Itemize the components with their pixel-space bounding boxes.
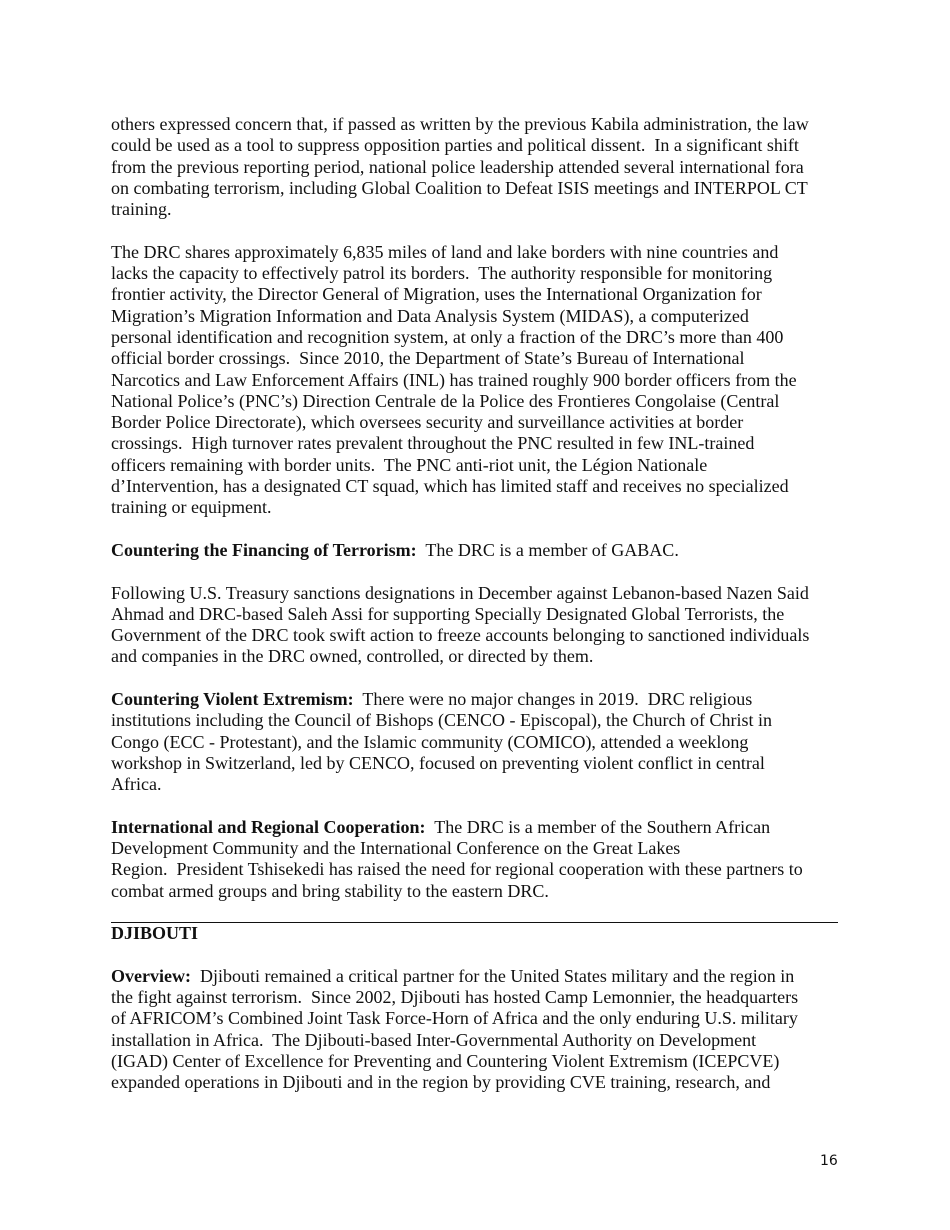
document-body <box>111 114 851 1115</box>
paragraph-lead-heading: Overview: <box>111 965 191 986</box>
paragraph <box>111 689 851 795</box>
line-text: and companies in the DRC owned, controlled, or directed by them. <box>111 646 594 667</box>
text-line <box>111 646 851 667</box>
text-line <box>111 625 851 646</box>
line-text: training or equipment. <box>111 497 272 518</box>
paragraph <box>111 966 851 1094</box>
text-line <box>111 263 851 284</box>
text-line <box>111 881 851 902</box>
text-line <box>111 114 851 135</box>
text-line <box>111 178 851 199</box>
line-text: combat armed groups and bring stability to the eastern DRC. <box>111 880 549 901</box>
text-line <box>111 1072 851 1093</box>
paragraph <box>111 114 851 220</box>
text-line <box>111 391 851 412</box>
line-text: official border crossings. Since 2010, the Department of State’s Bureau of International <box>111 348 745 369</box>
text-line <box>111 348 851 369</box>
text-line <box>111 540 851 561</box>
line-text: officers remaining with border units. The PNC anti-riot unit, the Légion Nationale <box>111 454 708 475</box>
text-line <box>111 966 851 987</box>
text-line <box>111 327 851 348</box>
line-text: of AFRICOM’s Combined Joint Task Force-Horn of Africa and the only enduring U.S. military <box>111 1008 798 1029</box>
text-line <box>111 306 851 327</box>
text-line <box>111 604 851 625</box>
line-text: There were no major changes in 2019. DRC religious <box>353 689 753 710</box>
line-text: Following U.S. Treasury sanctions designations in December against Lebanon-based Nazen Said <box>111 582 809 603</box>
text-line <box>111 157 851 178</box>
line-text: National Police’s (PNC’s) Direction Centrale de la Police des Frontieres Congolaise (Central <box>111 390 780 411</box>
line-text: institutions including the Council of Bishops (CENCO - Episcopal), the Church of Christ in <box>111 710 772 731</box>
line-text: others expressed concern that, if passed as written by the previous Kabila administration, the law <box>111 114 809 134</box>
line-text: the fight against terrorism. Since 2002, Djibouti has hosted Camp Lemonnier, the headquarters <box>111 987 799 1008</box>
text-line <box>111 284 851 305</box>
line-text: Migration’s Migration Information and Data Analysis System (MIDAS), a computerized <box>111 305 749 326</box>
text-line <box>111 710 851 731</box>
page-number: 16 <box>820 1153 838 1169</box>
line-text: lacks the capacity to effectively patrol its borders. The authority responsible for monitoring <box>111 263 773 284</box>
djibouti-section <box>111 966 851 1094</box>
text-line <box>111 859 851 880</box>
text-line <box>111 476 851 497</box>
line-text: Djibouti remained a critical partner for the United States military and the region in <box>190 965 795 986</box>
line-text: Border Police Directorate), which oversees security and surveillance activities at border <box>111 412 744 433</box>
line-text: d’Intervention, has a designated CT squad, which has limited staff and receives no specialized <box>111 476 789 497</box>
paragraph-lead-heading: Countering the Financing of Terrorism: <box>111 539 417 560</box>
line-text: Africa. <box>111 774 162 795</box>
paragraph <box>111 583 851 668</box>
text-line <box>111 455 851 476</box>
line-text: The DRC is a member of the Southern African <box>425 816 771 837</box>
line-text: from the previous reporting period, national police leadership attended several international fora <box>111 156 804 177</box>
paragraph-lead-heading: Countering Violent Extremism: <box>111 689 354 710</box>
line-text: training. <box>111 199 172 220</box>
drc-section <box>111 114 851 902</box>
section-divider <box>111 902 851 923</box>
paragraph <box>111 817 851 902</box>
line-text: Development Community and the International Conference on the Great Lakes <box>111 838 681 859</box>
text-line <box>111 199 851 220</box>
text-line <box>111 732 851 753</box>
text-line <box>111 433 851 454</box>
line-text: crossings. High turnover rates prevalent throughout the PNC resulted in few INL-trained <box>111 433 755 454</box>
text-line <box>111 370 851 391</box>
paragraph <box>111 540 851 561</box>
line-text: frontier activity, the Director General of Migration, uses the International Organization for <box>111 284 762 305</box>
text-line <box>111 135 851 156</box>
section-heading: DJIBOUTI <box>111 923 199 944</box>
paragraph <box>111 242 851 519</box>
text-line <box>111 689 851 710</box>
line-text: installation in Africa. The Djibouti-based Inter-Governmental Authority on Development <box>111 1029 757 1050</box>
line-text: Congo (ECC - Protestant), and the Islamic community (COMICO), attended a weeklong <box>111 731 749 752</box>
line-text: on combating terrorism, including Global Coalition to Defeat ISIS meetings and INTERPOL CT <box>111 177 808 198</box>
line-text: expanded operations in Djibouti and in the region by providing CVE training, research, and <box>111 1072 771 1093</box>
text-line <box>111 242 851 263</box>
line-text: could be used as a tool to suppress opposition parties and political dissent. In a significant shift <box>111 135 799 156</box>
paragraph-lead-heading: International and Regional Cooperation: <box>111 816 426 837</box>
text-line <box>111 987 851 1008</box>
line-text: personal identification and recognition system, at only a fraction of the DRC’s more than 400 <box>111 326 784 347</box>
line-text: The DRC shares approximately 6,835 miles of land and lake borders with nine countries and <box>111 241 779 262</box>
line-text: Ahmad and DRC-based Saleh Assi for supporting Specially Designated Global Terrorists, the <box>111 603 785 624</box>
line-text: workshop in Switzerland, led by CENCO, focused on preventing violent conflict in central <box>111 752 765 773</box>
text-line <box>111 817 851 838</box>
line-text: (IGAD) Center of Excellence for Preventing and Countering Violent Extremism (ICEPCVE) <box>111 1051 780 1072</box>
line-text: Narcotics and Law Enforcement Affairs (INL) has trained roughly 900 border officers from the <box>111 369 797 390</box>
text-line <box>111 1008 851 1029</box>
text-line <box>111 497 851 518</box>
text-line <box>111 583 851 604</box>
text-line <box>111 1051 851 1072</box>
text-line <box>111 774 851 795</box>
line-text: Region. President Tshisekedi has raised the need for regional cooperation with these partners to <box>111 859 803 880</box>
text-line <box>111 412 851 433</box>
text-line <box>111 838 851 859</box>
line-text: The DRC is a member of GABAC. <box>416 539 679 560</box>
text-line <box>111 1030 851 1051</box>
text-line <box>111 753 851 774</box>
line-text: Government of the DRC took swift action to freeze accounts belonging to sanctioned individuals <box>111 625 810 646</box>
